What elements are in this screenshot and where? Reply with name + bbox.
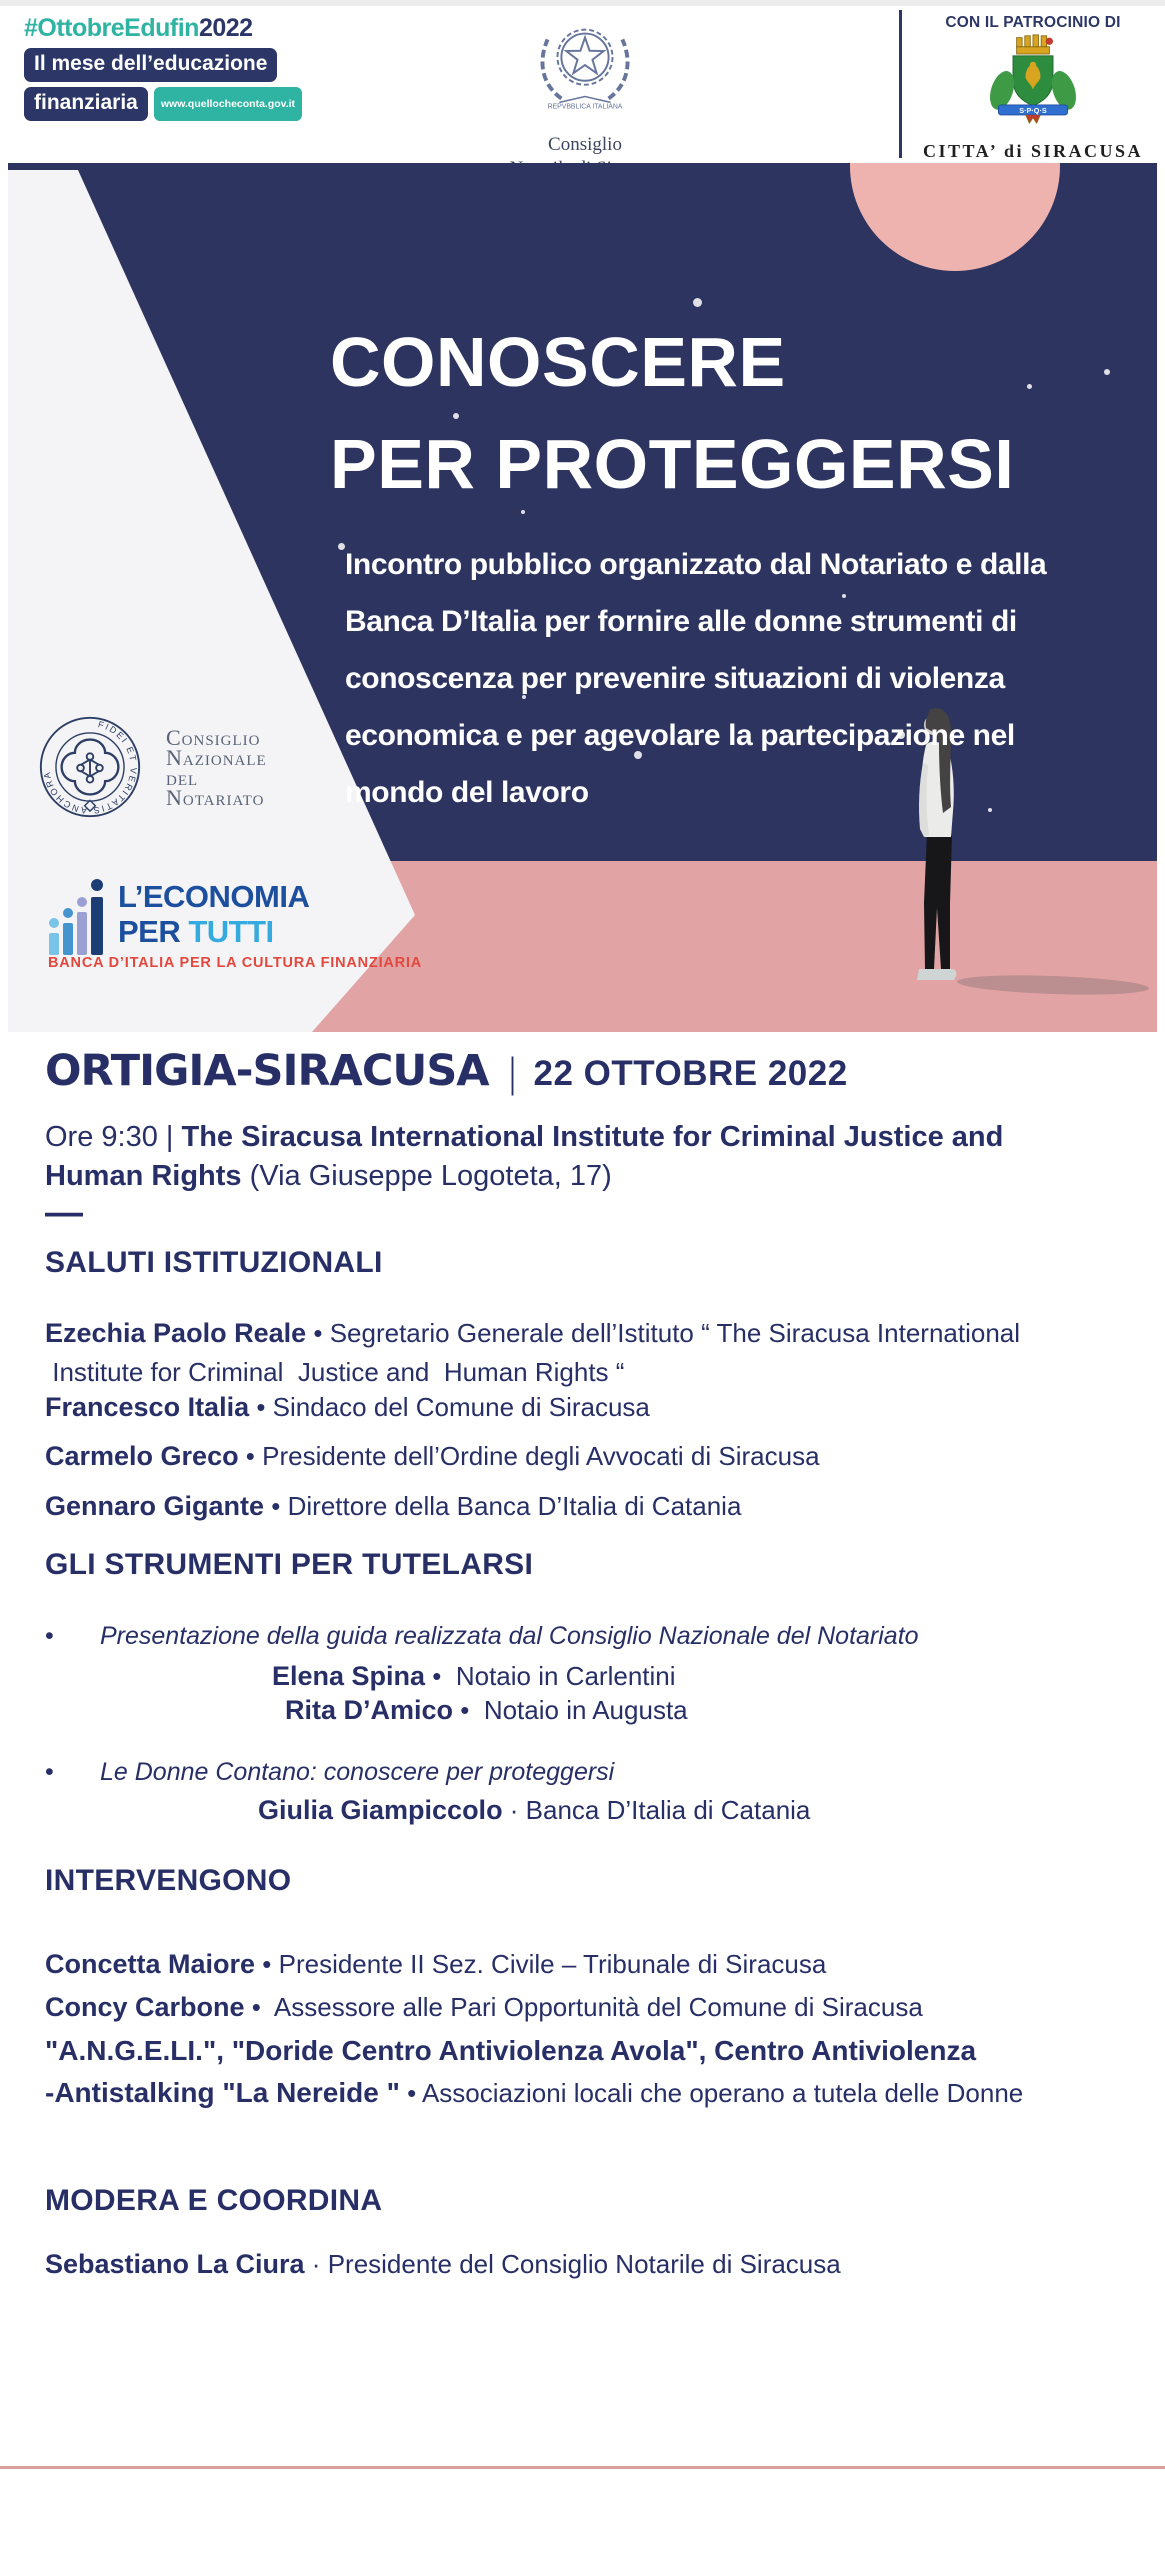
seal-ring-text: FIDEI ET VERITATIS ANCHORA	[41, 719, 139, 816]
footer-divider-line	[0, 2466, 1165, 2469]
coat-banner-text: S·P·Q·S	[1019, 106, 1047, 116]
economia-per-tutti-wordmark: L’ECONOMIA	[118, 879, 310, 914]
speaker-entry: Rita D’Amico • Notaio in Augusta	[285, 1695, 688, 1725]
star-dot	[338, 543, 345, 550]
notariato-seal-icon	[38, 715, 142, 819]
edufin-hashtag: #OttobreEdufin	[24, 14, 199, 42]
speaker-entry: Carmelo Greco • Presidente dell’Ordine degli Avvocati di Siracusa	[45, 1441, 820, 1471]
agenda-item: • Presentazione della guida realizzata dal Consiglio Nazionale del Notariato	[45, 1622, 919, 1650]
section-title-strumenti: GLI STRUMENTI PER TUTELARSI	[45, 1548, 534, 1581]
edufin-badge-row	[24, 87, 296, 121]
speaker-entry: Gennaro Gigante • Direttore della Banca D’Italia di Catania	[45, 1491, 742, 1521]
bar-chart-icon	[45, 877, 113, 957]
speaker-entry: Concy Carbone • Assessore alle Pari Opportunità del Comune di Siracusa	[45, 1992, 923, 2022]
patronage-block	[908, 14, 1158, 162]
moon-circle	[850, 163, 1060, 271]
emblem-ribbon-text: REPVBBLICA ITALIANA	[547, 103, 623, 111]
edufin-url-badge: www.quellocheconta.gov.it	[154, 87, 302, 121]
speaker-entry: Concetta Maiore • Presidente II Sez. Civile – Tribunale di Siracusa	[45, 1949, 827, 1979]
header	[0, 6, 1165, 163]
section-title-modera: MODERA E COORDINA	[45, 2184, 383, 2217]
edufin-year: 2022	[198, 14, 253, 42]
speaker-entry: Francesco Italia • Sindaco del Comune di Siracusa	[45, 1392, 650, 1422]
dash-divider: —	[45, 1192, 83, 1234]
patronage-label: CON IL PATROCINIO DI	[945, 14, 1121, 31]
ottobre-edufin-logo	[24, 14, 296, 121]
economia-per-tutti-wordmark-line2: PER TUTTI	[118, 914, 274, 949]
section-title-intervengono: INTERVENGONO	[45, 1864, 292, 1897]
event-time: Ore 9:30 |	[45, 1121, 182, 1153]
hero-banner	[8, 163, 1157, 1032]
hero-description: Incontro pubblico organizzato dal Notariato e dalla Banca D’Italia per fornire alle donne strumenti di conoscenza per prevenire situazioni di violenza economica e per agevolare la partecipazione nel mondo del lavoro	[345, 548, 1047, 809]
emblem-caption: Consiglio	[548, 134, 622, 155]
edufin-title	[24, 14, 274, 43]
banca-italia-caption: BANCA D’ITALIA PER LA CULTURA FINANZIARIA	[48, 955, 423, 971]
notariato-wordmark: Consiglio Nazionale del Notariato	[166, 725, 267, 810]
edufin-badge-mese: Il mese dell’educazione	[24, 48, 277, 82]
italy-republic-emblem-icon	[525, 8, 645, 126]
speaker-entry: Giulia Giampiccolo · Banca D’Italia di Catania	[258, 1795, 811, 1825]
event-location: ORTIGIA-SIRACUSA	[45, 1046, 489, 1096]
siracusa-coat-of-arms-icon	[978, 34, 1088, 134]
star-dot	[1027, 384, 1032, 389]
event-date: 22 OTTOBRE 2022	[533, 1054, 848, 1093]
title-separator: |	[509, 1049, 516, 1096]
edufin-badge-finanziaria: finanziaria	[24, 87, 148, 121]
speaker-entry: "A.N.G.E.LI.", "Doride Centro Antiviolenza Avola", Centro Antiviolenza -Antistalking "La Nereide " • Associazioni locali che operano a tutela delle Donne	[45, 2035, 1024, 2108]
header-divider	[899, 10, 902, 158]
agenda-item: • Le Donne Contano: conoscere per proteggersi	[45, 1758, 615, 1786]
speaker-entry: Sebastiano La Ciura · Presidente del Consiglio Notarile di Siracusa	[45, 2249, 841, 2279]
venue-address: (Via Giuseppe Logoteta, 17)	[241, 1160, 612, 1192]
speaker-entry: Ezechia Paolo Reale • Segretario Generale dell’Istituto “ The Siracusa International Institute for Criminal Justice and Human Rights “	[45, 1318, 1021, 1387]
venue-info: Ore 9:30 | The Siracusa International Institute for Criminal Justice and Human Rights (Via Giuseppe Logoteta, 17)	[45, 1121, 1004, 1192]
consiglio-notarile-header-logo	[495, 8, 675, 181]
hero-title: CONOSCERE PER PROTEGGERSI	[330, 323, 1015, 503]
star-dot	[693, 298, 702, 307]
event-title-row	[45, 1046, 848, 1096]
star-dot	[1104, 369, 1110, 375]
section-title-saluti: SALUTI ISTITUZIONALI	[45, 1246, 383, 1279]
speaker-entry: Elena Spina • Notaio in Carlentini	[272, 1661, 676, 1691]
patronage-city: CITTA’ di SIRACUSA	[922, 141, 1144, 161]
